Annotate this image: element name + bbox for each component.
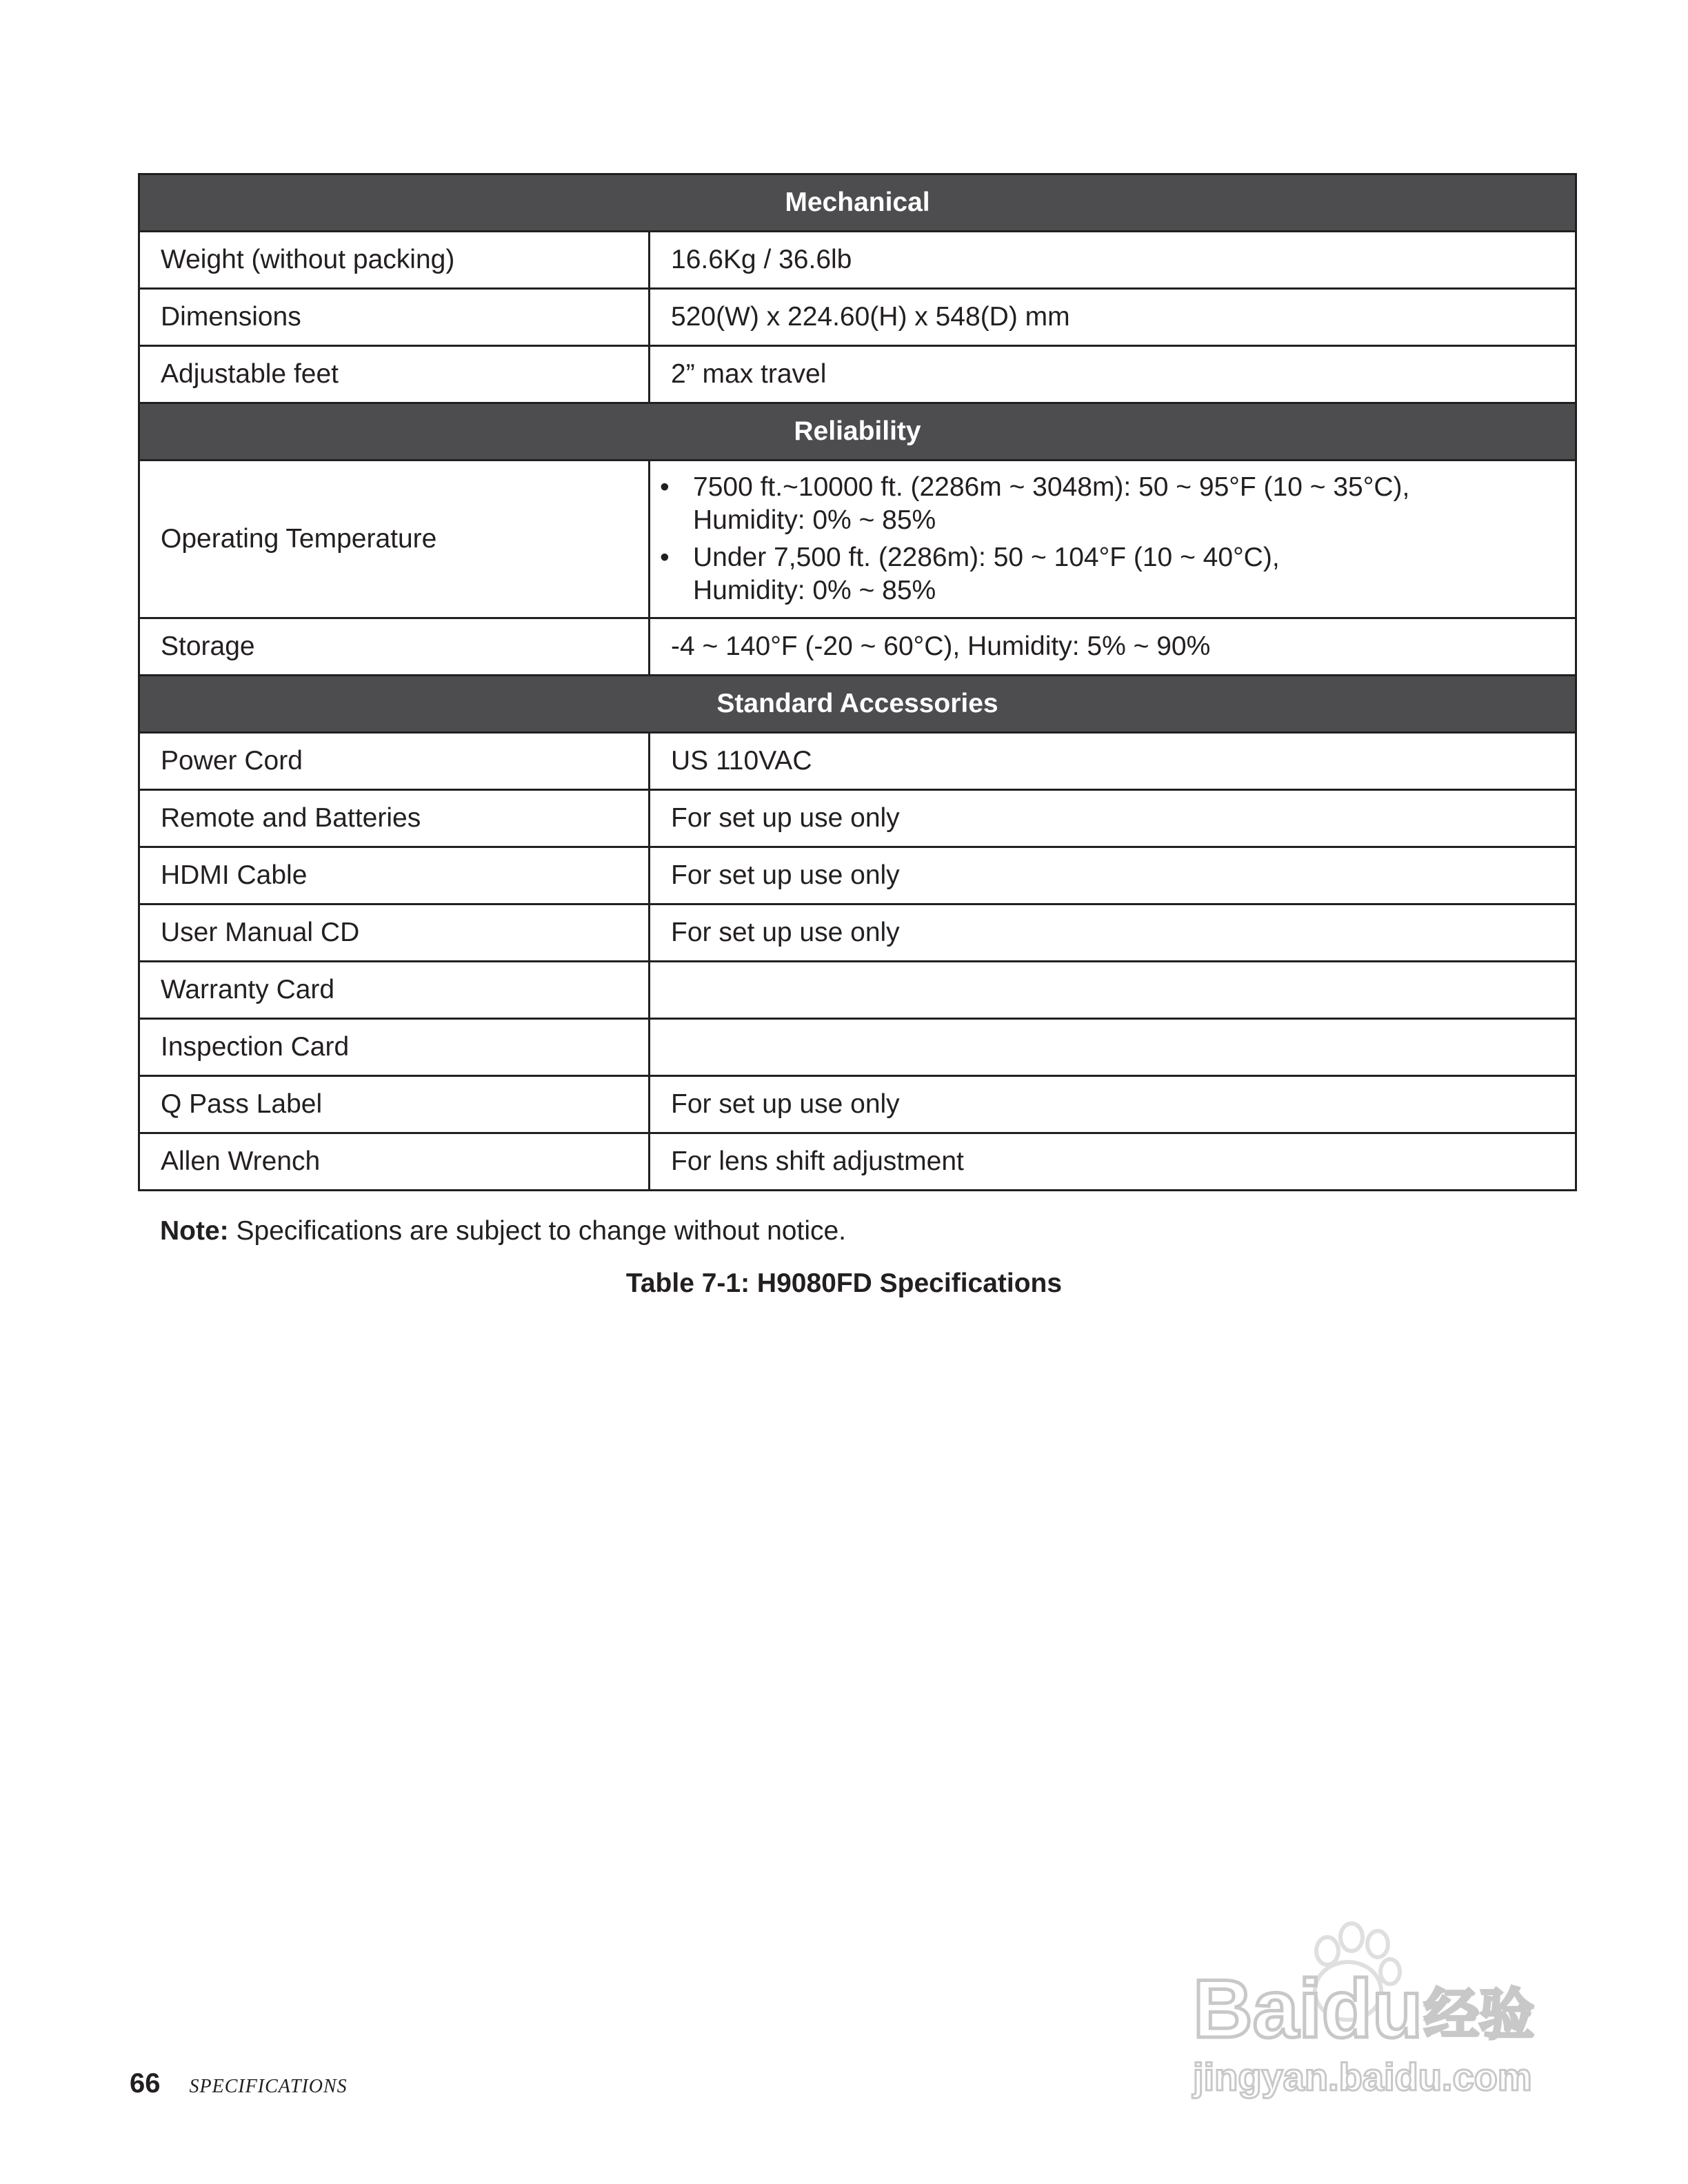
spec-label: Operating Temperature: [139, 461, 650, 618]
spec-value: For set up use only: [650, 904, 1576, 962]
section-header-mechanical: [139, 174, 1576, 232]
bullet-line: Humidity: 0% ~ 85%: [693, 576, 936, 605]
table-row: [139, 1133, 1576, 1191]
table-row: [139, 346, 1576, 403]
spec-label: HDMI Cable: [139, 847, 650, 904]
table-row: [139, 847, 1576, 904]
table-row: [139, 461, 1576, 618]
table-row: [139, 790, 1576, 847]
spec-value: -4 ~ 140°F (-20 ~ 60°C), Humidity: 5% ~ 90%: [650, 618, 1576, 676]
bullet-icon: •: [660, 472, 670, 502]
spec-table: [138, 173, 1577, 1191]
spec-label: Storage: [139, 618, 650, 676]
spec-value: 520(W) x 224.60(H) x 548(D) mm: [650, 289, 1576, 346]
footer-section-title: SPECIFICATIONS: [189, 2076, 348, 2097]
bullet-item: [660, 471, 1554, 537]
section-title: Reliability: [139, 403, 1576, 461]
section-title: Standard Accessories: [139, 676, 1576, 733]
spec-label: Weight (without packing): [139, 232, 650, 289]
table-row: [139, 1076, 1576, 1133]
spec-value: [650, 1019, 1576, 1076]
spec-value: US 110VAC: [650, 733, 1576, 790]
svg-text:经验: 经验: [1424, 1983, 1534, 2047]
spec-value: For lens shift adjustment: [650, 1133, 1576, 1191]
spec-label: User Manual CD: [139, 904, 650, 962]
spec-value: For set up use only: [650, 847, 1576, 904]
spec-value: [650, 962, 1576, 1019]
baidu-jingyan-watermark-logo: [1186, 1910, 1572, 2103]
bullet-icon: •: [660, 543, 670, 572]
spec-label: Warranty Card: [139, 962, 650, 1019]
table-row: [139, 904, 1576, 962]
spec-label: Inspection Card: [139, 1019, 650, 1076]
note-label: Note:: [160, 1216, 229, 1246]
bullet-item: [660, 541, 1554, 607]
spec-value: 16.6Kg / 36.6lb: [650, 232, 1576, 289]
bullet-line: 7500 ft.~10000 ft. (2286m ~ 3048m): 50 ~ 95°F (10 ~ 35°C),: [693, 472, 1410, 502]
page-number: 66: [130, 2068, 161, 2099]
spec-label: Power Cord: [139, 733, 650, 790]
table-row: [139, 289, 1576, 346]
section-header-reliability: [139, 403, 1576, 461]
bullet-line: Humidity: 0% ~ 85%: [693, 505, 936, 535]
table-row: [139, 733, 1576, 790]
spec-label: Remote and Batteries: [139, 790, 650, 847]
table-row: [139, 1019, 1576, 1076]
note: [160, 1215, 846, 1248]
section-title: Mechanical: [139, 174, 1576, 232]
spec-value-list: [650, 461, 1576, 618]
svg-text:Baidu: Baidu: [1193, 1963, 1423, 2055]
page-footer: [130, 2068, 348, 2103]
table-caption: Table 7-1: H9080FD Specifications: [625, 1268, 1063, 1298]
spec-label: Q Pass Label: [139, 1076, 650, 1133]
table-row: [139, 618, 1576, 676]
spec-label: Allen Wrench: [139, 1133, 650, 1191]
note-text: Specifications are subject to change without notice.: [228, 1216, 847, 1246]
table-row: [139, 232, 1576, 289]
spec-label: Dimensions: [139, 289, 650, 346]
bullet-line: Under 7,500 ft. (2286m): 50 ~ 104°F (10 ~ 40°C),: [693, 543, 1280, 572]
svg-text:jingyan.baidu.com: jingyan.baidu.com: [1193, 2055, 1532, 2099]
bullet-list: [660, 471, 1554, 607]
spec-label: Adjustable feet: [139, 346, 650, 403]
spec-value: For set up use only: [650, 790, 1576, 847]
spec-value: For set up use only: [650, 1076, 1576, 1133]
section-header-standard-accessories: [139, 676, 1576, 733]
spec-value: 2” max travel: [650, 346, 1576, 403]
table-row: [139, 962, 1576, 1019]
